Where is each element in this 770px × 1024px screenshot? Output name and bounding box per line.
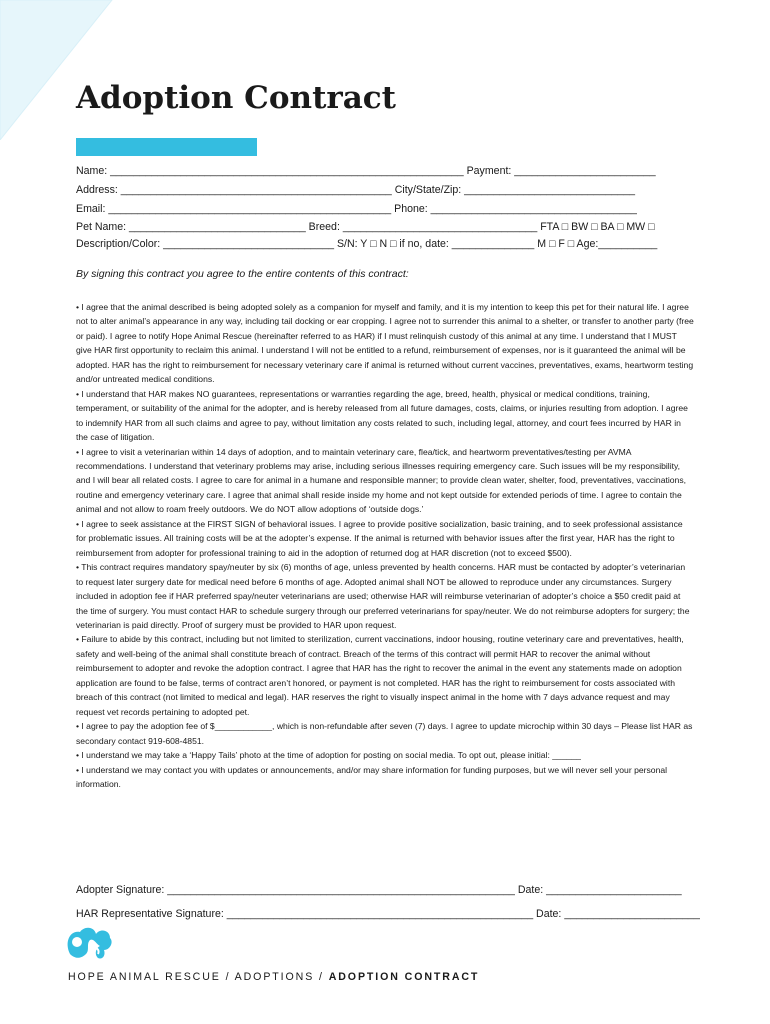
- email-phone-row[interactable]: Email: ________________________________________________ Phone: ___________________________________: [76, 203, 637, 215]
- clause-contact: • I understand we may contact you with updates or announcements, and/or may share information for funding purposes, but we will never sell your personal information.: [76, 764, 668, 789]
- clause-photo: • I understand we may take a ‘Happy Tails’ photo at the time of adoption for posting on social media. To opt out, please initial: ______: [76, 750, 581, 761]
- hope-animal-rescue-logo: [64, 924, 114, 962]
- clause-adoption-fee: • I agree to pay the adoption fee of $____________, which is non-refundable after seven (7) days. I agree to update microchip within 30 days – Please list HAR as secondary contact 919-608-4851.: [76, 721, 693, 746]
- signature-section: [76, 878, 700, 926]
- clause-breach: • Failure to abide by this contract, including but not limited to sterilization, current vaccinations, indoor housing, routine veterinary care and preventatives, health, safety and well-being of the animal shall constitute breach of contract. Breach of the terms of this contract will permit HAR to recover the animal without reimbursement to adopter and revoke the adoption contract. I agree that HAR has the right to recover the animal in the event any statements made on adoption application are found to be false, terms of contract aren’t honored, or payment is not completed. HAR has the right to reimbursement for costs associated with breach of this contract (not limited to medical and legal). HAR reserves the right to visually inspect animal in the home with 7 days advance request and may request vet records pertaining to adopted pet.: [76, 634, 684, 717]
- address-row[interactable]: Address: ______________________________________________ City/State/Zip: _____________________________: [76, 184, 636, 196]
- title-accent-bar: [76, 138, 257, 156]
- footer-path: HOPE ANIMAL RESCUE / ADOPTIONS /: [68, 971, 329, 983]
- footer-current: ADOPTION CONTRACT: [328, 971, 480, 983]
- page-title: Adoption Contract: [76, 80, 397, 116]
- pet-name-breed-row[interactable]: Pet Name: ______________________________ Breed: _________________________________ FTA □ BW □ BA □ MW □: [76, 221, 655, 233]
- clause-no-guarantees: • I understand that HAR makes NO guarantees, representations or warranties regarding the age, breed, health, physical or medical conditions, training, temperament, or suitability of the animal for the adopter, and is hereby released from all future damages, costs, claims, or injuries resulting from adoption. I agree to indemnify HAR from all such claims and agree to pay, without limitation any costs related to such, including legal, attorney, and court fees incurred by HAR in the case of litigation.: [76, 388, 688, 443]
- adopter-info-fields: [76, 162, 696, 253]
- footer-breadcrumb: [68, 971, 479, 983]
- name-payment-row[interactable]: Name: ____________________________________________________________ Payment: ________________________: [76, 165, 656, 177]
- corner-decoration: [0, 0, 130, 140]
- clause-companion: • I agree that the animal described is being adopted solely as a companion for myself and family, and it is my intention to keep this pet for their natural life. I agree not to alter animal’s appearance in any way, including tail docking or ear cropping. I agree not to surrender this animal to a shelter, or transfer to another party (free or paid). I agree to notify Hope Animal Rescue (hereinafter referred to as HAR) if I must relinquish custody of this animal at any time. I understand that I MUST give HAR first opportunity to reclaim this animal. I understand I will not be entitled to a refund, reimbursement of expenses, nor is it guaranteed the animal will be adopted. HAR has the right to reimbursement for necessary veterinary care if animal is returned without current vaccines, preventatives, exams, heartworm testing and/or untreated medical conditions.: [76, 302, 694, 385]
- clause-spay-neuter: • This contract requires mandatory spay/neuter by six (6) months of age, unless prevented by health concerns. HAR must be contacted by adopter’s veterinarian to request later surgery date for medical need before 6 months of age. Adopted animal shall NOT be allowed to reproduce under any circumstances. Surgery included in adoption fee if HAR preferred spay/neuter veterinarians are used; otherwise HAR will reimburse veterinarian of adopter’s choice a $50 credit paid at the time of surgery. You must contact HAR to schedule surgery through our preferred veterinarians for spay/neuter. We do not reimburse adopters for surgery; the veterinarian is paid directly. Proof of surgery must be provided to HAR upon request.: [76, 562, 690, 630]
- adopter-signature-line[interactable]: Adopter Signature: ___________________________________________________________ Date: _______________________: [76, 884, 682, 896]
- description-row[interactable]: Description/Color: _____________________________ S/N: Y □ N □ if no, date: ______________ M □ F □ Age:__________: [76, 238, 658, 250]
- clause-behavior: • I agree to seek assistance at the FIRST SIGN of behavioral issues. I agree to provide positive socialization, basic training, and to seek professional assistance for problematic issues. All training costs will be at the adopter’s expense. If the animal is returned with behavior issues after the first year, HAR has the right to reimbursement from adopter for professional training to aid in the adoption of returned dog at HAR discretion (not to exceed $500).: [76, 518, 683, 558]
- representative-signature-line[interactable]: HAR Representative Signature: ____________________________________________________ Date: _______________________: [76, 908, 700, 920]
- clause-veterinary-care: • I agree to visit a veterinarian within 14 days of adoption, and to maintain veterinary care, flea/tick, and heartworm preventatives/testing per AVMA recommendations. I understand that veterinary problems may arise, including serious illnesses requiring emergency care. Such issues will be my responsibility, and I will bear all related costs. I agree to care for animal in a humane and responsible manner; to provide clean water, shelter, food, preventatives, vaccinations, routine and emergency veterinary care. I agree that animal shall reside inside my home and not kept outside for extended periods of time. I agree to contain the animal and not allow to roam freely outdoors. We do NOT allow adoptions of ‘outside dogs.’: [76, 446, 687, 515]
- contract-clauses: [76, 300, 694, 791]
- intro-text: By signing this contract you agree to the entire contents of this contract:: [76, 268, 409, 280]
